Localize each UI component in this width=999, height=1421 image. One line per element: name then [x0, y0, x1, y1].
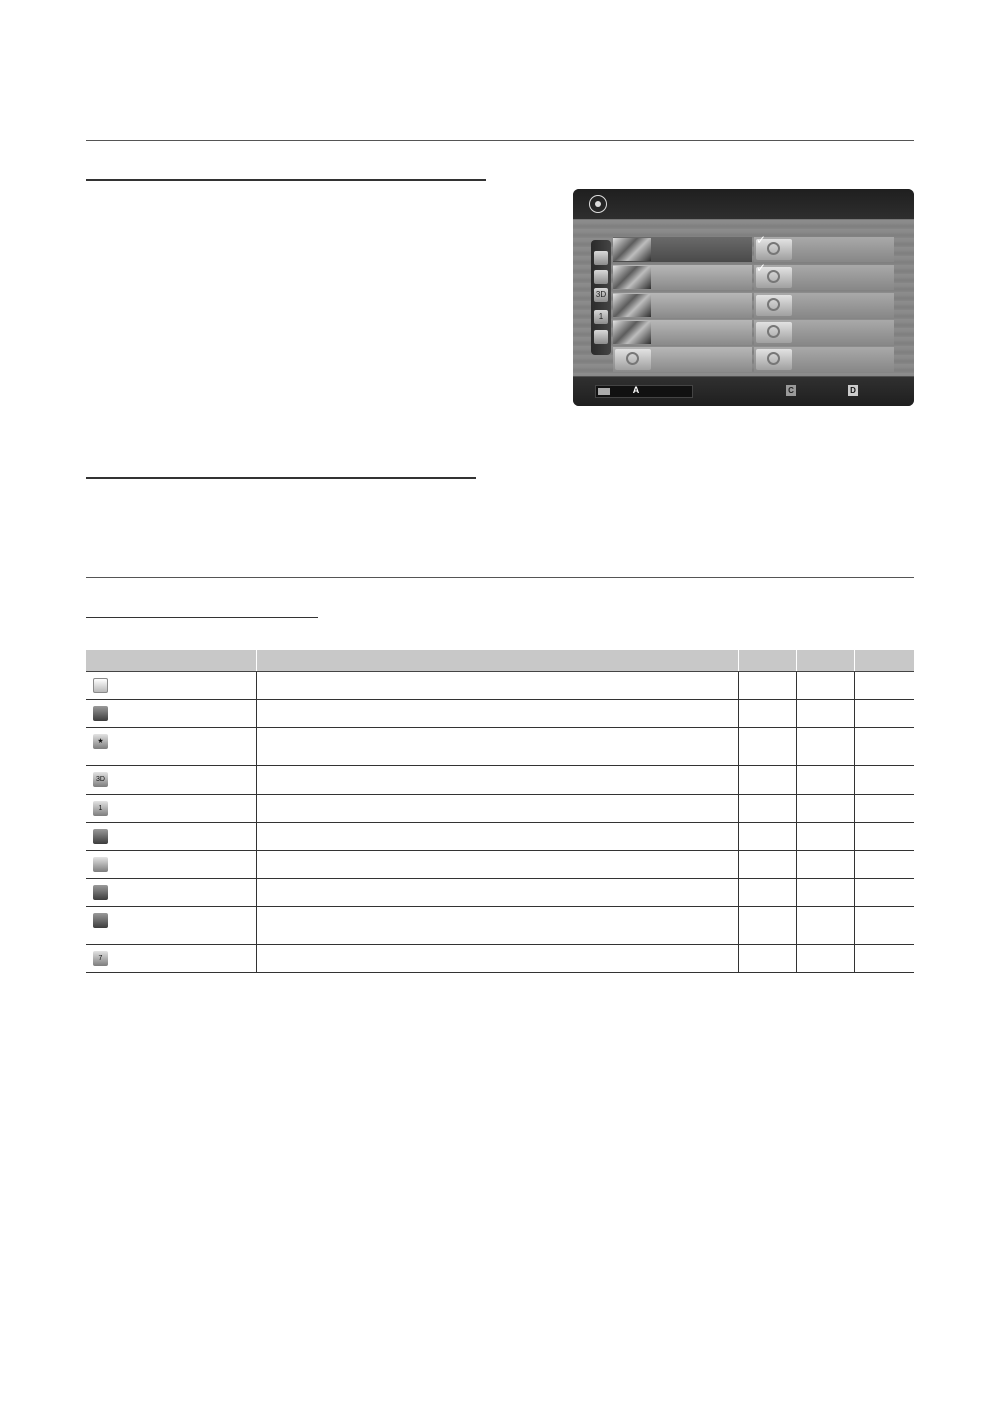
icon-cell: [86, 879, 256, 907]
table-cell: [796, 879, 854, 907]
table-cell: [738, 879, 796, 907]
pen-icon: [93, 885, 108, 900]
table-cell: [738, 795, 796, 823]
table-cell: [738, 672, 796, 700]
star-icon: [594, 330, 608, 344]
table-cell: [738, 945, 796, 973]
table-row: [86, 672, 914, 700]
list-item[interactable]: [754, 347, 894, 372]
key-a-label: A: [632, 385, 640, 395]
table-cell: [256, 879, 738, 907]
table-row: [86, 907, 914, 945]
icon-cell: [86, 672, 256, 700]
table-cell: [854, 766, 914, 795]
film-reel-icon: [756, 322, 792, 343]
table-row: [86, 945, 914, 973]
icon-cell: [86, 795, 256, 823]
table-cell: [738, 851, 796, 879]
table-cell: [796, 823, 854, 851]
table-row: [86, 766, 914, 795]
film-reel-icon: [756, 295, 792, 316]
film-reel-icon: [756, 349, 792, 370]
calendar-icon: 1: [594, 310, 608, 324]
photo-icon: [594, 270, 608, 284]
device-indicator: [595, 385, 693, 398]
table-cell: [854, 879, 914, 907]
video-thumbnail: [613, 238, 651, 261]
table-cell: [854, 672, 914, 700]
table-cell: [738, 700, 796, 728]
icon-cell: [86, 766, 256, 795]
list-item[interactable]: [613, 237, 752, 262]
icon-cell: [86, 728, 256, 766]
icon-cell: [86, 700, 256, 728]
list-item[interactable]: [613, 293, 752, 318]
photo-icon: [93, 706, 108, 721]
table-cell: [854, 795, 914, 823]
subheading-underline: [86, 617, 318, 618]
table-header-row: [86, 650, 914, 672]
list-item[interactable]: [613, 265, 752, 290]
table-cell: [256, 851, 738, 879]
section-divider: [86, 577, 914, 578]
music-icon: [93, 913, 108, 928]
video-thumbnail: [613, 266, 651, 289]
table-header-cell: [86, 650, 256, 672]
table-cell: [256, 795, 738, 823]
table-cell: [738, 907, 796, 945]
table-cell: [256, 907, 738, 945]
table-row: [86, 823, 914, 851]
key-d-label: D: [848, 385, 858, 396]
table-cell: [796, 672, 854, 700]
table-cell: [256, 945, 738, 973]
location-icon: [93, 857, 108, 872]
table-cell: [256, 672, 738, 700]
film-reel-icon: [589, 195, 607, 213]
table-row: [86, 700, 914, 728]
video-thumbnail: [613, 321, 651, 344]
table-cell: [796, 795, 854, 823]
table-cell: [738, 823, 796, 851]
table-cell: [854, 851, 914, 879]
icon-cell: [86, 851, 256, 879]
table-cell: [854, 907, 914, 945]
film-reel-icon: [615, 349, 651, 370]
folder-icon: [93, 678, 108, 693]
icon-cell: [86, 907, 256, 945]
tv-header-bar: [573, 189, 914, 220]
calendar-icon: 1: [93, 801, 108, 816]
table-cell: [256, 700, 738, 728]
table-row: [86, 879, 914, 907]
section-heading-underline-1: [86, 179, 486, 181]
table-cell: [256, 823, 738, 851]
table-header-cell: [256, 650, 738, 672]
table-cell: [854, 945, 914, 973]
tv-footer-bar: [573, 377, 914, 406]
table-cell: [854, 700, 914, 728]
table-row: [86, 795, 914, 823]
icon-legend-table: [86, 650, 914, 973]
list-item[interactable]: [613, 320, 752, 345]
list-item[interactable]: [754, 261, 894, 290]
icon-cell: [86, 823, 256, 851]
table-cell: [796, 700, 854, 728]
person-icon: [93, 829, 108, 844]
3d-icon: 3D: [594, 288, 608, 302]
table-cell: [854, 728, 914, 766]
table-cell: [738, 728, 796, 766]
list-item[interactable]: [754, 233, 894, 262]
list-item[interactable]: [754, 320, 894, 345]
table-header-cell: [796, 650, 854, 672]
checkmark-icon: ✓: [756, 233, 767, 247]
key-c-label: C: [786, 385, 796, 396]
3d-icon: 3D: [93, 772, 108, 787]
table-cell: [796, 851, 854, 879]
table-cell: [796, 728, 854, 766]
table-cell: [796, 907, 854, 945]
icon-cell: [86, 945, 256, 973]
checkmark-icon: ✓: [756, 261, 767, 275]
table-row: [86, 728, 914, 766]
table-cell: [854, 823, 914, 851]
star-icon: ★: [93, 734, 108, 749]
table-cell: [256, 766, 738, 795]
section-heading-underline-2: [86, 477, 476, 479]
date-icon: 7: [93, 951, 108, 966]
device-icon: [598, 388, 610, 395]
header-rule: [86, 140, 914, 141]
table-row: [86, 851, 914, 879]
video-thumbnail: [613, 294, 651, 317]
list-item[interactable]: [613, 347, 752, 372]
list-item[interactable]: [754, 293, 894, 318]
table-cell: [256, 728, 738, 766]
folder-icon: [594, 251, 608, 265]
table-cell: [796, 766, 854, 795]
table-cell: [738, 766, 796, 795]
table-header-cell: [854, 650, 914, 672]
table-cell: [796, 945, 854, 973]
tv-screenshot: [573, 189, 914, 406]
table-header-cell: [738, 650, 796, 672]
